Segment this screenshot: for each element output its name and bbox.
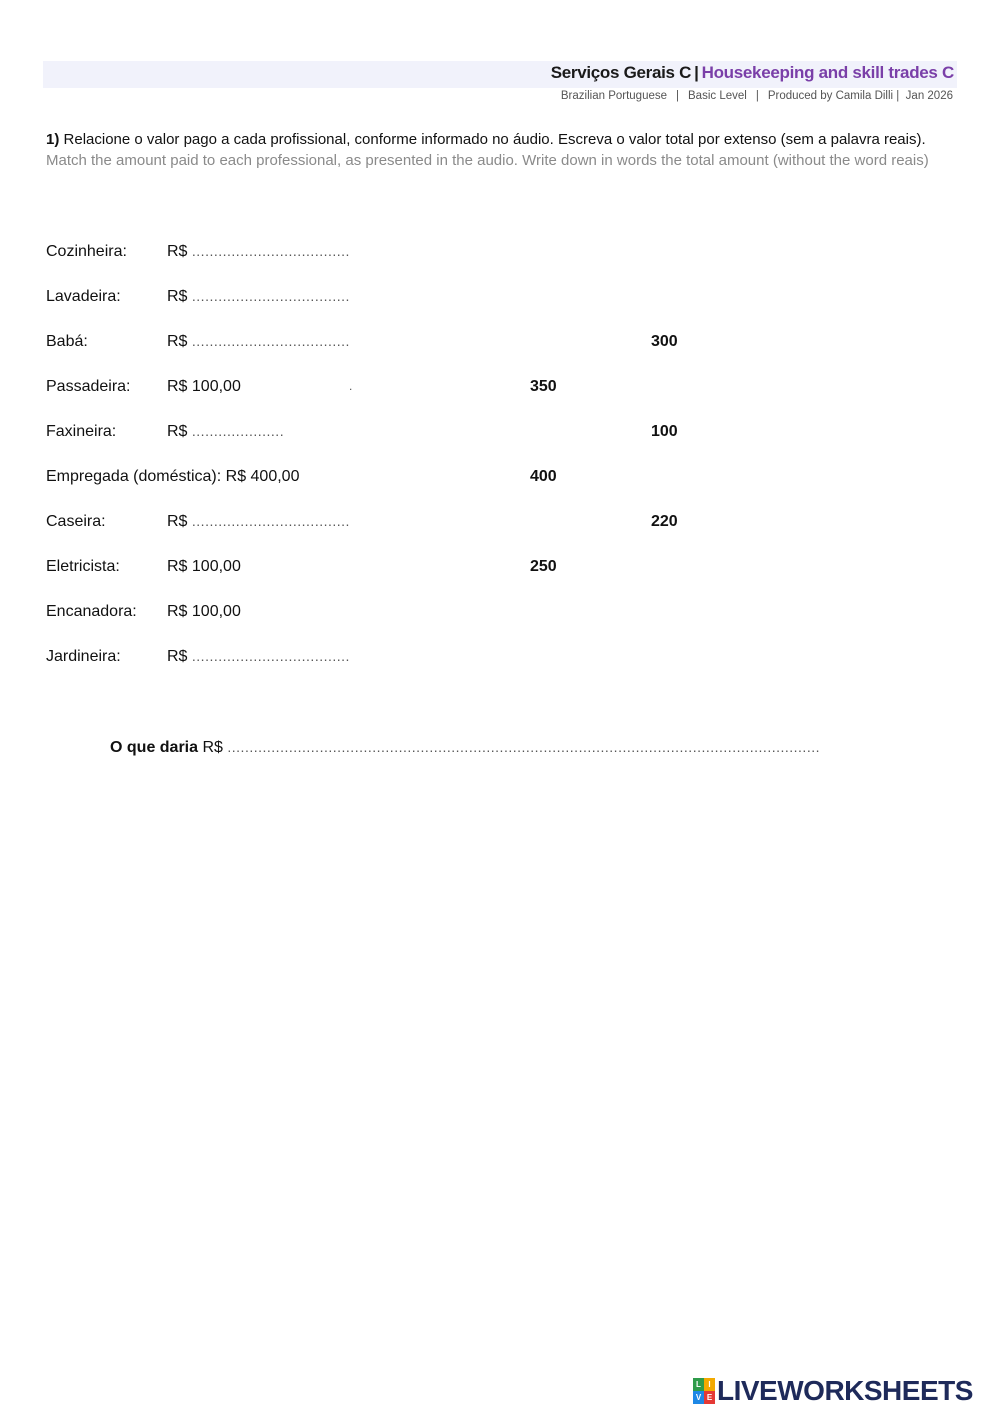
row-label: Lavadeira: (46, 288, 121, 305)
amount-field[interactable]: R$ .................................... (167, 513, 350, 530)
instruction-text-en: Match the amount paid to each professional, as presented in the audio. Write down in words the total amount (without the word reais) (46, 152, 929, 169)
meta-level: Basic Level (688, 90, 747, 102)
instruction-text-pt: Relacione o valor pago a cada profissional, conforme informado no áudio. Escreva o valor total por extenso (sem a palavra reais). (63, 131, 926, 148)
row-label: Cozinheira: (46, 243, 127, 260)
value-option[interactable]: 100 (651, 423, 678, 440)
logo-mark-letter: V (693, 1391, 704, 1404)
amount-field[interactable]: R$ 100,00 (167, 603, 241, 620)
stray-dot: . (349, 379, 353, 393)
instruction-number: 1) (46, 131, 60, 148)
row-label: Babá: (46, 333, 88, 350)
row-label: Passadeira: (46, 378, 131, 395)
title-english: Housekeeping and skill trades C (701, 63, 954, 82)
logo-text: LIVEWORKSHEETS (717, 1375, 973, 1406)
header-meta: Brazilian Portuguese | Basic Level | Produced by Camila Dilli | Jan 2026 (560, 90, 953, 102)
row-label: Encanadora: (46, 603, 137, 620)
value-option[interactable]: 220 (651, 513, 678, 530)
row-label: Caseira: (46, 513, 106, 530)
row-label: Faxineira: (46, 423, 117, 440)
amount-field[interactable]: R$ .................................... (167, 288, 350, 305)
row-label: Eletricista: (46, 558, 120, 575)
instruction (46, 129, 956, 171)
logo-mark-letter: I (704, 1378, 715, 1391)
meta-language: Brazilian Portuguese (560, 90, 668, 102)
meta-date: Jan 2026 (905, 90, 953, 102)
total-currency: R$ (202, 739, 223, 756)
total-input[interactable]: ....................................................................................................................................... (227, 739, 820, 755)
page-title (551, 63, 954, 83)
liveworksheets-logo (693, 1376, 973, 1406)
value-option[interactable]: 250 (530, 558, 557, 575)
amount-field[interactable]: R$ .................................... (167, 243, 350, 260)
logo-mark-icon (693, 1378, 715, 1404)
amount-field[interactable]: R$ ..................... (167, 423, 285, 440)
total-line (110, 739, 820, 757)
amount-field[interactable]: R$ 100,00 (167, 558, 241, 575)
logo-mark-letter: L (693, 1378, 704, 1391)
value-option[interactable]: 300 (651, 333, 678, 350)
total-label: O que daria (110, 739, 199, 756)
amount-field[interactable]: R$ .................................... (167, 333, 350, 350)
row-label: Jardineira: (46, 648, 121, 665)
row-label[interactable]: Empregada (doméstica): R$ 400,00 (46, 468, 300, 485)
amount-field[interactable]: R$ .................................... (167, 648, 350, 665)
meta-author: Produced by Camila Dilli | (767, 90, 900, 102)
title-portuguese: Serviços Gerais C (550, 63, 692, 82)
logo-mark-letter: E (704, 1391, 715, 1404)
value-option[interactable]: 400 (530, 468, 557, 485)
amount-field[interactable]: R$ 100,00 (167, 378, 241, 395)
title-separator: | (694, 63, 699, 82)
value-option[interactable]: 350 (530, 378, 557, 395)
